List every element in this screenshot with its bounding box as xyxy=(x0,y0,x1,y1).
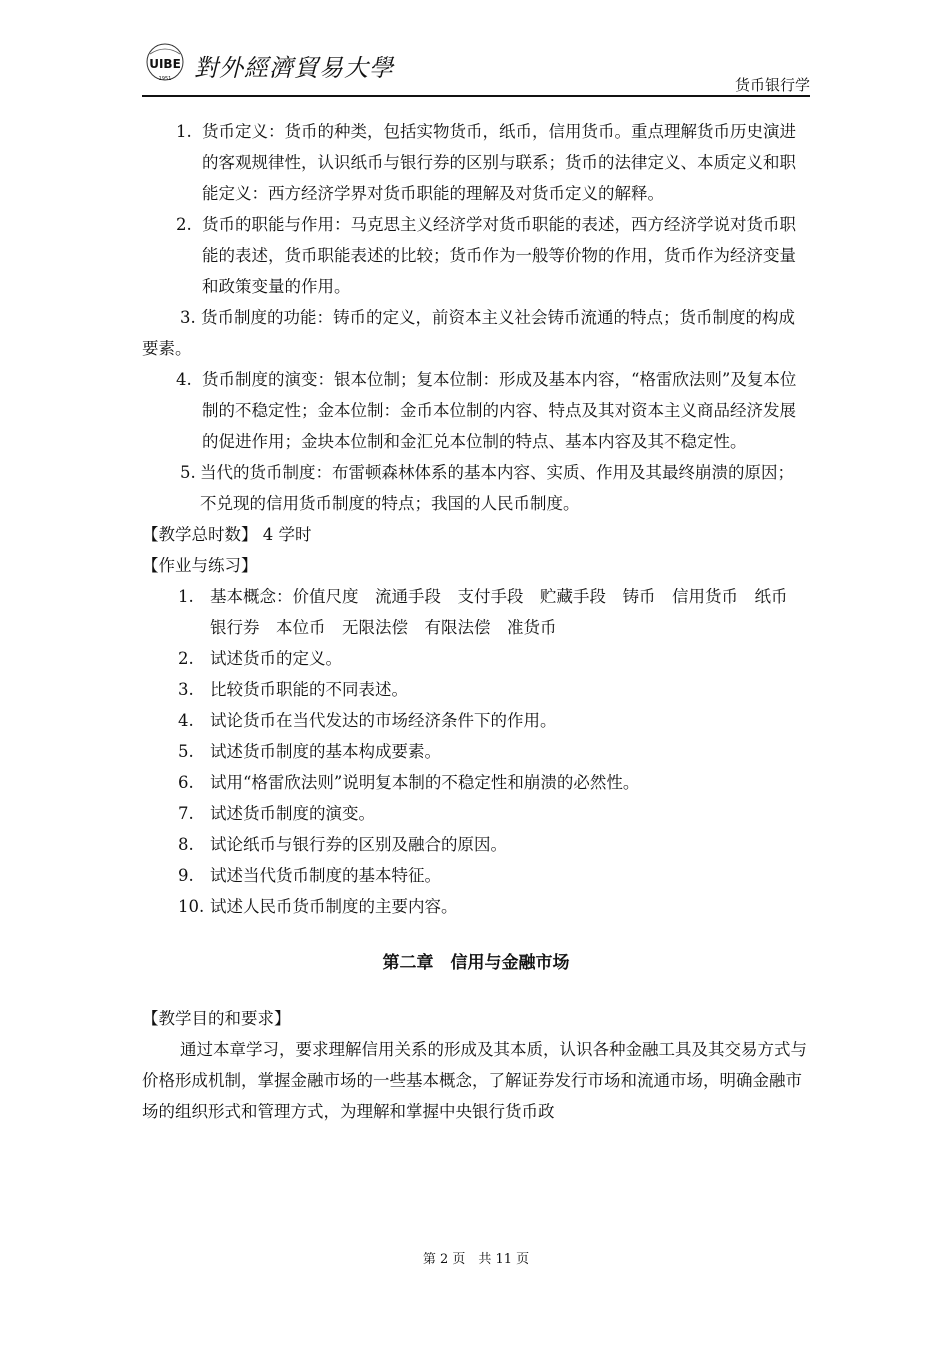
teaching-hours-label: 【教学总时数】 xyxy=(142,525,258,544)
university-name: 對外經濟貿易大學 xyxy=(194,54,394,82)
list-item xyxy=(142,364,810,457)
chapter-title: 第二章 信用与金融市场 xyxy=(382,953,570,973)
homework-item-number: 7. xyxy=(178,804,194,823)
homework-item xyxy=(142,860,810,891)
page-number: 第 2 页 共 11 页 xyxy=(422,1252,530,1267)
homework-item-text: 试论货币在当代发达的市场经济条件下的作用。 xyxy=(210,711,557,730)
homework-item xyxy=(142,829,810,860)
homework-item-number: 6. xyxy=(178,773,194,792)
homework-item xyxy=(142,581,810,643)
list-item-number: 4. xyxy=(176,370,192,389)
university-logo-icon xyxy=(142,42,188,86)
logo-text: UIBE xyxy=(149,57,181,71)
homework-item xyxy=(142,643,810,674)
homework-item-number: 10. xyxy=(178,897,205,916)
goals-paragraph: 通过本章学习，要求理解信用关系的形成及其本质，认识各种金融工具及其交易方式与价格形成机制，掌握金融市场的一些基本概念，了解证券发行市场和流通市场，明确金融市场的组织形式和管理方式，为理解和掌握中央银行货币政 xyxy=(142,1040,807,1121)
list-item-text: 货币定义：货币的种类，包括实物货币，纸币，信用货币。重点理解货币历史演进的客观规律性，认识纸币与银行券的区别与联系；货币的法律定义、本质定义和职能定义：西方经济学界对货币职能的理解及对货币定义的解释。 xyxy=(202,122,796,203)
logo-year: 1951 xyxy=(158,76,172,82)
list-item-text: 货币制度的功能：铸币的定义，前资本主义社会铸币流通的特点；货币制度的构成要素。 xyxy=(142,308,795,358)
homework-item-text: 试述货币制度的演变。 xyxy=(210,804,375,823)
teaching-hours-value: 4 学时 xyxy=(262,525,312,544)
homework-item xyxy=(142,736,810,767)
homework-item-number: 4. xyxy=(178,711,194,730)
homework-item-text: 试述当代货币制度的基本特征。 xyxy=(210,866,441,885)
document-body xyxy=(142,116,810,1127)
homework-item-number: 3. xyxy=(178,680,194,699)
homework-item xyxy=(142,705,810,736)
list-item xyxy=(142,457,810,519)
homework-list xyxy=(142,581,810,922)
list-item-text: 当代的货币制度：布雷顿森林体系的基本内容、实质、作用及其最终崩溃的原因；不兑现的信用货币制度的特点；我国的人民币制度。 xyxy=(200,463,794,513)
homework-item-text: 比较货币职能的不同表述。 xyxy=(210,680,408,699)
homework-item-number: 9. xyxy=(178,866,194,885)
list-item-number: 3. xyxy=(180,308,196,327)
homework-item-number: 1. xyxy=(178,587,194,606)
list-item xyxy=(142,209,810,302)
list-item-text: 货币的职能与作用：马克思主义经济学对货币职能的表述，西方经济学说对货币职能的表述，货币职能表述的比较；货币作为一般等价物的作用，货币作为经济变量和政策变量的作用。 xyxy=(202,215,796,296)
homework-item xyxy=(142,798,810,829)
list-item-number: 2. xyxy=(176,215,192,234)
course-title: 货币银行学 xyxy=(734,76,810,94)
list-item xyxy=(142,302,810,364)
homework-item-number: 5. xyxy=(178,742,194,761)
homework-item xyxy=(142,891,810,922)
homework-item-number: 2. xyxy=(178,649,194,668)
homework-item-text: 试述人民币货币制度的主要内容。 xyxy=(210,897,458,916)
homework-item-number: 8. xyxy=(178,835,194,854)
list-item-number: 5. xyxy=(180,463,196,482)
homework-heading: 【作业与练习】 xyxy=(142,556,258,575)
list-item-number: 1. xyxy=(176,122,192,141)
homework-item-text: 试述货币制度的基本构成要素。 xyxy=(210,742,441,761)
homework-item-text: 基本概念：价值尺度 流通手段 支付手段 贮藏手段 铸币 信用货币 纸币 银行券 本位币 无限法偿 有限法偿 准货币 xyxy=(210,587,804,637)
content-list xyxy=(142,116,810,302)
list-item-text: 货币制度的演变：银本位制；复本位制：形成及基本内容，“格雷欣法则”及复本位制的不稳定性；金本位制：金币本位制的内容、特点及其对资本主义商品经济发展的促进作用；金块本位制和金汇兑本位制的特点、基本内容及其不稳定性。 xyxy=(202,370,797,451)
list-item xyxy=(142,116,810,209)
page-header xyxy=(142,40,810,94)
header-divider xyxy=(142,95,810,97)
homework-item xyxy=(142,767,810,798)
homework-item-text: 试用“格雷欣法则”说明复本制的不稳定性和崩溃的必然性。 xyxy=(210,773,640,792)
homework-item-text: 试述货币的定义。 xyxy=(210,649,342,668)
goals-heading: 【教学目的和要求】 xyxy=(142,1009,291,1028)
teaching-hours xyxy=(142,519,810,550)
homework-item xyxy=(142,674,810,705)
homework-item-text: 试论纸币与银行券的区别及融合的原因。 xyxy=(210,835,507,854)
